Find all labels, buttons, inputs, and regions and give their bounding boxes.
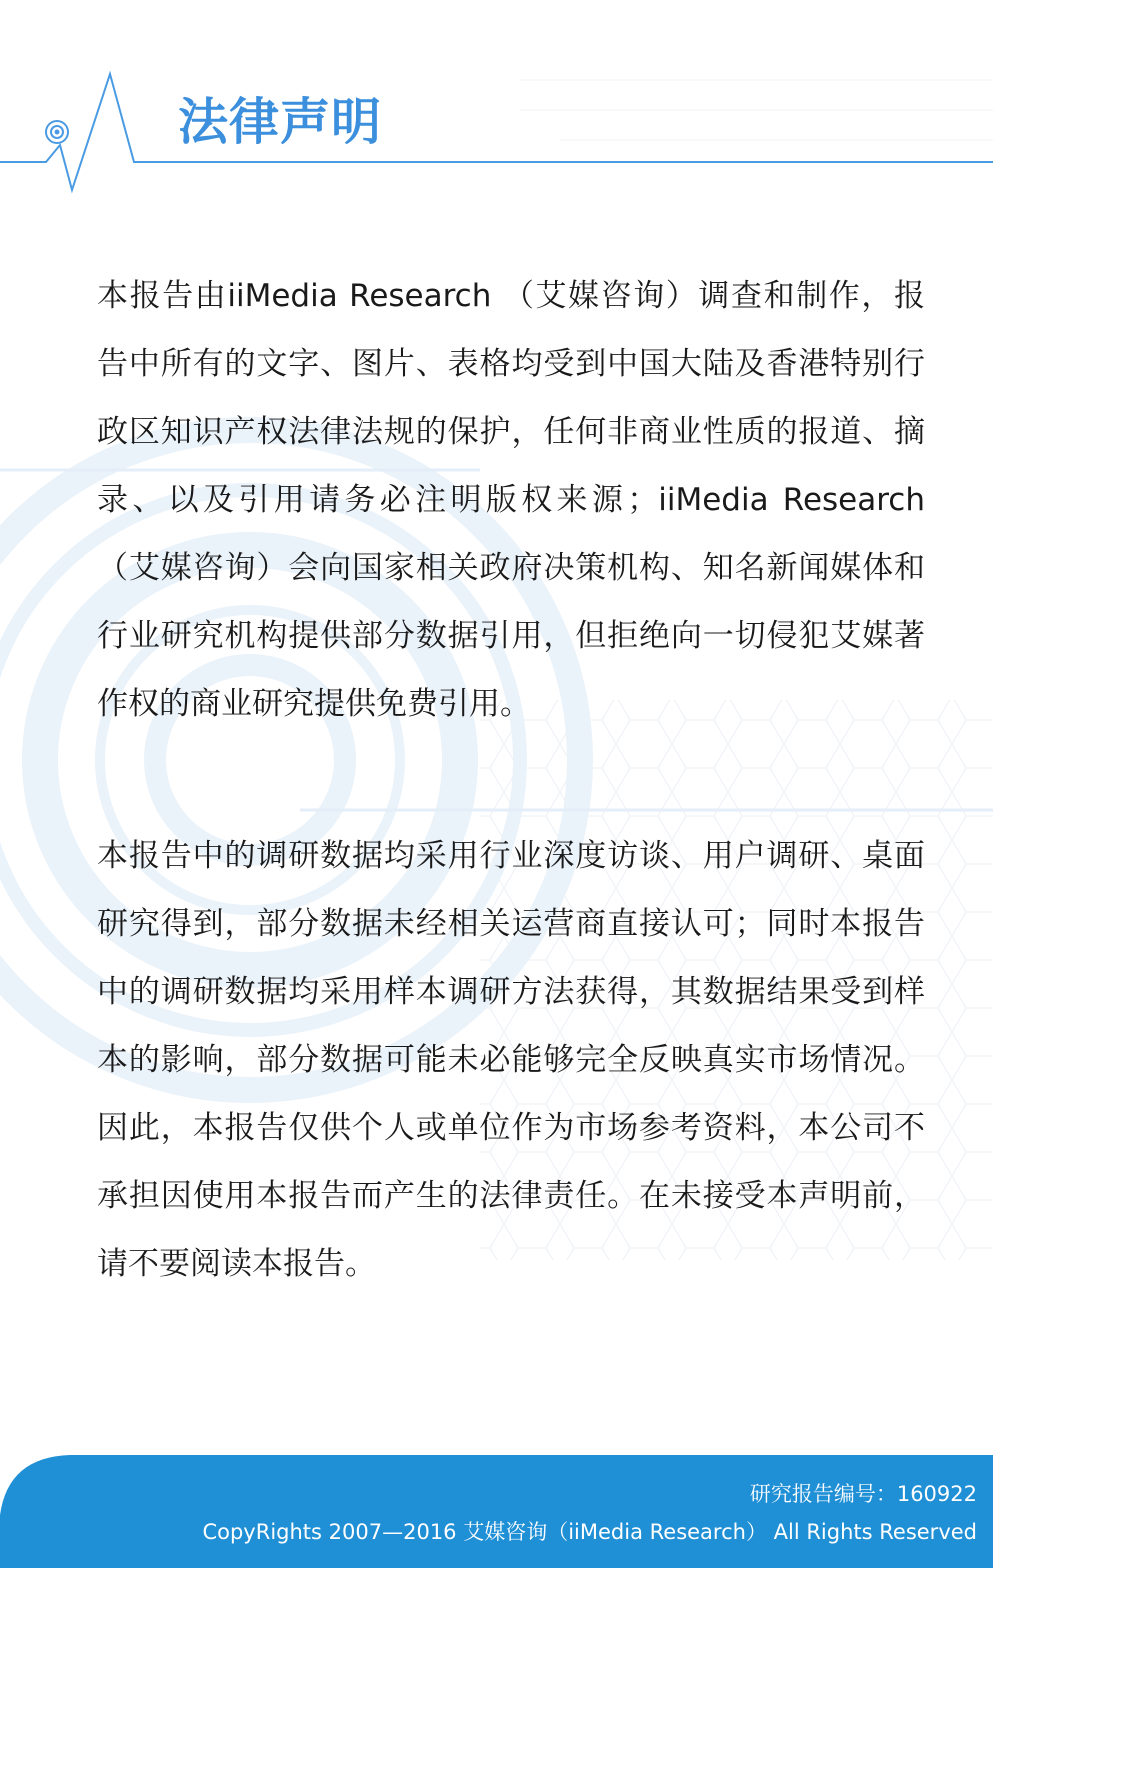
pulse-wave-icon (0, 0, 993, 200)
page-title: 法律声明 (178, 93, 382, 151)
page-footer (0, 1455, 993, 1568)
copyright-paragraph: 本报告由iiMedia Research （艾媒咨询）调查和制作，报告中所有的文字、图片、表格均受到中国大陆及香港特别行政区知识产权法律法规的保护，任何非商业性质的报道、摘录、以及引用请务必注明版权来源；iiMedia Research （艾媒咨询）会向国家相关政府决策机构、知名新闻媒体和行业研究机构提供部分数据引用，但拒绝向一切侵犯艾媒著作权的商业研究提供免费引用。 (97, 278, 925, 722)
footer-banner (0, 1455, 993, 1568)
copyright-text: CopyRights 2007—2016 艾媒咨询（iiMedia Research） All Rights Reserved (202, 1520, 977, 1544)
report-number: 研究报告编号：160922 (749, 1482, 977, 1506)
data-disclaimer-paragraph: 本报告中的调研数据均采用行业深度访谈、用户调研、桌面研究得到，部分数据未经相关运营商直接认可；同时本报告中的调研数据均采用样本调研方法获得，其数据结果受到样本的影响，部分数据可能未必能够完全反映真实市场情况。因此，本报告仅供个人或单位作为市场参考资料，本公司不承担因使用本报告而产生的法律责任。在未接受本声明前，请不要阅读本报告。 (97, 838, 925, 1282)
legal-statement-body (97, 262, 925, 1298)
page-header (0, 0, 993, 200)
